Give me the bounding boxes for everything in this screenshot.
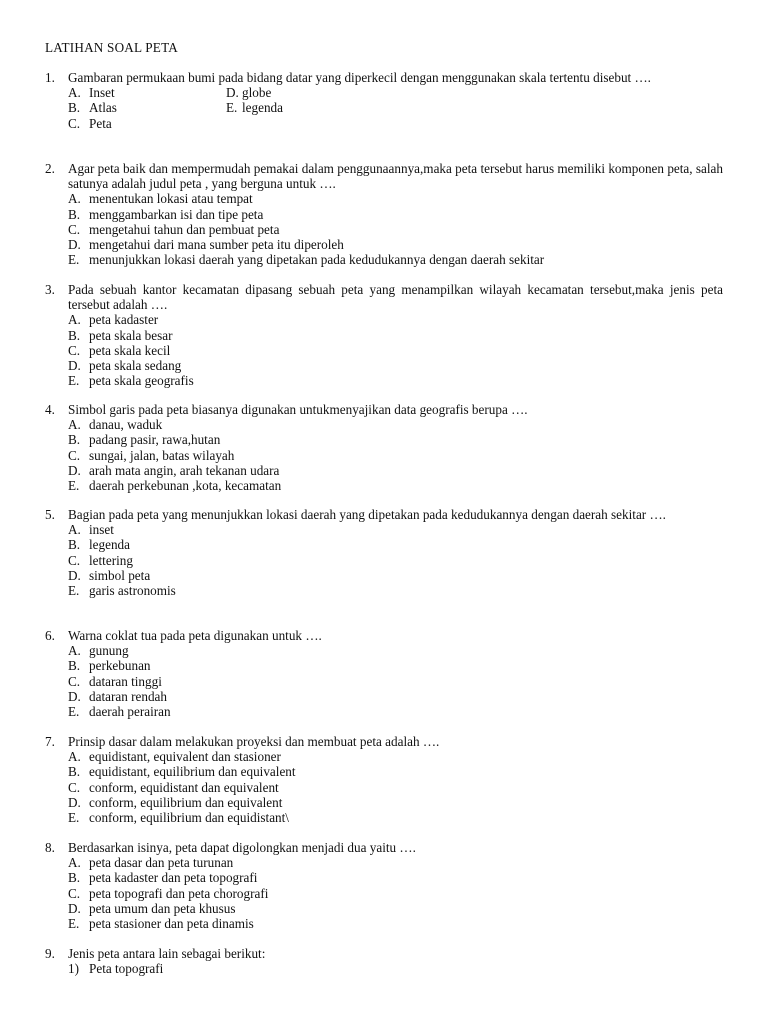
- option-letter: D.: [226, 85, 239, 101]
- option-text: sungai, jalan, batas wilayah: [89, 447, 235, 463]
- question-number: 4.: [45, 402, 55, 417]
- option-text: conform, equilibrium dan equidistant\: [89, 809, 289, 825]
- question-number: 3.: [45, 282, 55, 297]
- option-text: menggambarkan isi dan tipe peta: [89, 206, 264, 222]
- option-text: dataran rendah: [89, 688, 167, 704]
- option-item: [68, 328, 723, 343]
- option-text: Peta: [89, 115, 112, 131]
- option-item: [68, 463, 723, 478]
- option-item: [68, 478, 723, 493]
- option-item: [68, 704, 723, 719]
- option-item: [68, 674, 723, 689]
- option-text: peta dasar dan peta turunan: [89, 855, 234, 871]
- option-letter: A.: [68, 191, 81, 207]
- option-text: dataran tinggi: [89, 673, 162, 689]
- option-list: [68, 855, 723, 931]
- option-letter: E.: [68, 703, 80, 719]
- option-letter: D.: [68, 357, 81, 373]
- option-letter: A.: [68, 643, 81, 659]
- option-letter: B.: [68, 764, 81, 780]
- question-number: 8.: [45, 840, 55, 855]
- option-text: Inset: [89, 85, 115, 101]
- option-letter: E.: [68, 809, 80, 825]
- option-item: [68, 312, 723, 327]
- option-item: [68, 568, 723, 583]
- option-item: [68, 417, 723, 432]
- option-text: conform, equilibrium dan equivalent: [89, 794, 283, 810]
- option-item: [68, 780, 723, 795]
- question-text: Bagian pada peta yang menunjukkan lokasi daerah yang dipetakan pada kedudukannya dengan daerah sekitar ….: [68, 507, 666, 522]
- option-letter: E.: [68, 373, 80, 389]
- option-letter: C.: [68, 342, 81, 358]
- option-text: peta umum dan peta khusus: [89, 900, 236, 916]
- option-row: [68, 100, 723, 115]
- option-letter: 1): [68, 961, 79, 977]
- option-text: menentukan lokasi atau tempat: [89, 191, 253, 207]
- option-letter: E.: [226, 100, 238, 116]
- option-letter: A.: [68, 749, 81, 765]
- option-letter: D.: [68, 462, 81, 478]
- option-letter: B.: [68, 100, 81, 116]
- option-text: mengetahui tahun dan pembuat peta: [89, 221, 280, 237]
- option-letter: D.: [68, 688, 81, 704]
- option-letter: B.: [68, 870, 81, 886]
- option-item: [68, 870, 723, 885]
- option-row: [68, 116, 723, 131]
- option-list: [68, 749, 723, 825]
- option-letter: E.: [68, 477, 80, 493]
- option-list: [68, 643, 723, 719]
- question-text: Prinsip dasar dalam melakukan proyeksi dan membuat peta adalah ….: [68, 734, 440, 749]
- option-item: [68, 252, 723, 267]
- option-letter: C.: [68, 552, 81, 568]
- option-letter: C.: [68, 779, 81, 795]
- question-number: 6.: [45, 628, 55, 643]
- option-item: [68, 237, 723, 252]
- option-letter: A.: [68, 855, 81, 871]
- option-row: [68, 85, 723, 100]
- option-item: [68, 432, 723, 447]
- option-text: menunjukkan lokasi daerah yang dipetakan pada kedudukannya dengan daerah sekitar: [89, 252, 545, 268]
- option-letter: D.: [68, 567, 81, 583]
- option-text: daerah perkebunan ,kota, kecamatan: [89, 477, 282, 493]
- option-text: conform, equidistant dan equivalent: [89, 779, 279, 795]
- question-number: 9.: [45, 946, 55, 961]
- option-letter: A.: [68, 522, 81, 538]
- question-3: [45, 282, 723, 388]
- question-8: [45, 840, 723, 931]
- option-item: [68, 886, 723, 901]
- option-text: garis astronomis: [89, 582, 176, 598]
- option-text: peta kadaster: [89, 312, 159, 328]
- option-list: [68, 961, 723, 976]
- option-text: perkebunan: [89, 658, 151, 674]
- option-item: [68, 222, 723, 237]
- question-text: Agar peta baik dan mempermudah pemakai dalam penggunaannya,maka peta tersebut harus memiliki komponen peta, salah satunya adalah judul peta , yang berguna untuk ….: [68, 161, 723, 192]
- option-text: peta topografi dan peta chorografi: [89, 885, 269, 901]
- option-letter: D.: [68, 794, 81, 810]
- option-item: [68, 901, 723, 916]
- option-text: peta skala besar: [89, 327, 173, 343]
- option-letter: E.: [68, 252, 80, 268]
- option-item: [68, 448, 723, 463]
- option-letter: D.: [68, 236, 81, 252]
- option-text: peta stasioner dan peta dinamis: [89, 915, 254, 931]
- question-text: Simbol garis pada peta biasanya digunakan untukmenyajikan data geografis berupa ….: [68, 402, 528, 417]
- question-number: 1.: [45, 70, 55, 85]
- option-text: peta skala geografis: [89, 373, 194, 389]
- option-list: [68, 522, 723, 598]
- option-letter: B.: [68, 537, 81, 553]
- option-letter: B.: [68, 327, 81, 343]
- option-item: [68, 343, 723, 358]
- option-letter: B.: [68, 658, 81, 674]
- option-letter: D.: [68, 900, 81, 916]
- question-text: Warna coklat tua pada peta digunakan untuk ….: [68, 628, 322, 643]
- option-letter: A.: [68, 312, 81, 328]
- option-list: [68, 191, 723, 267]
- option-text: daerah perairan: [89, 703, 171, 719]
- question-text: Pada sebuah kantor kecamatan dipasang sebuah peta yang menampilkan wilayah kecamatan tersebut,maka jenis peta tersebut adalah ….: [68, 282, 723, 313]
- option-text: globe: [242, 85, 272, 101]
- option-list: [68, 85, 723, 131]
- question-6: [45, 628, 723, 719]
- option-list: [68, 312, 723, 388]
- option-text: legenda: [89, 537, 131, 553]
- option-item: [68, 749, 723, 764]
- page-title: LATIHAN SOAL PETA: [45, 40, 178, 55]
- option-item: [68, 795, 723, 810]
- option-letter: C.: [68, 221, 81, 237]
- option-letter: B.: [68, 206, 81, 222]
- question-text: Gambaran permukaan bumi pada bidang datar yang diperkecil dengan menggunakan skala tertentu disebut ….: [68, 70, 651, 85]
- question-1: [45, 70, 723, 131]
- option-item: [68, 207, 723, 222]
- option-text: padang pasir, rawa,hutan: [89, 432, 221, 448]
- option-letter: B.: [68, 432, 81, 448]
- option-item: [68, 553, 723, 568]
- option-text: arah mata angin, arah tekanan udara: [89, 462, 280, 478]
- option-letter: C.: [68, 115, 81, 131]
- option-item: [68, 522, 723, 537]
- question-2: [45, 161, 723, 267]
- question-7: [45, 734, 723, 825]
- question-number: 7.: [45, 734, 55, 749]
- option-item: [68, 191, 723, 206]
- option-text: inset: [89, 522, 114, 538]
- question-4: [45, 402, 723, 493]
- option-item: [68, 658, 723, 673]
- option-text: simbol peta: [89, 567, 151, 583]
- option-text: Atlas: [89, 100, 117, 116]
- option-letter: A.: [68, 417, 81, 433]
- option-text: danau, waduk: [89, 417, 163, 433]
- option-text: Peta topografi: [89, 961, 164, 977]
- option-letter: E.: [68, 582, 80, 598]
- option-item: [68, 961, 723, 976]
- option-item: [68, 764, 723, 779]
- option-text: legenda: [242, 100, 284, 116]
- option-item: [68, 358, 723, 373]
- option-text: peta skala kecil: [89, 342, 171, 358]
- question-5: [45, 507, 723, 598]
- option-item: [68, 643, 723, 658]
- question-9: [45, 946, 723, 976]
- option-list: [68, 417, 723, 493]
- question-number: 5.: [45, 507, 55, 522]
- option-letter: A.: [68, 85, 81, 101]
- option-text: equidistant, equivalent dan stasioner: [89, 749, 281, 765]
- option-letter: C.: [68, 673, 81, 689]
- question-number: 2.: [45, 161, 55, 176]
- option-item: [68, 916, 723, 931]
- option-text: peta skala sedang: [89, 357, 182, 373]
- question-text: Jenis peta antara lain sebagai berikut:: [68, 946, 266, 961]
- option-item: [68, 537, 723, 552]
- option-item: [68, 373, 723, 388]
- option-item: [68, 583, 723, 598]
- option-text: lettering: [89, 552, 133, 568]
- option-letter: C.: [68, 447, 81, 463]
- option-item: [68, 855, 723, 870]
- option-text: peta kadaster dan peta topografi: [89, 870, 258, 886]
- option-item: [68, 810, 723, 825]
- option-item: [68, 689, 723, 704]
- option-text: gunung: [89, 643, 129, 659]
- option-letter: E.: [68, 915, 80, 931]
- option-text: mengetahui dari mana sumber peta itu diperoleh: [89, 236, 344, 252]
- option-letter: C.: [68, 885, 81, 901]
- question-text: Berdasarkan isinya, peta dapat digolongkan menjadi dua yaitu ….: [68, 840, 416, 855]
- option-text: equidistant, equilibrium dan equivalent: [89, 764, 296, 780]
